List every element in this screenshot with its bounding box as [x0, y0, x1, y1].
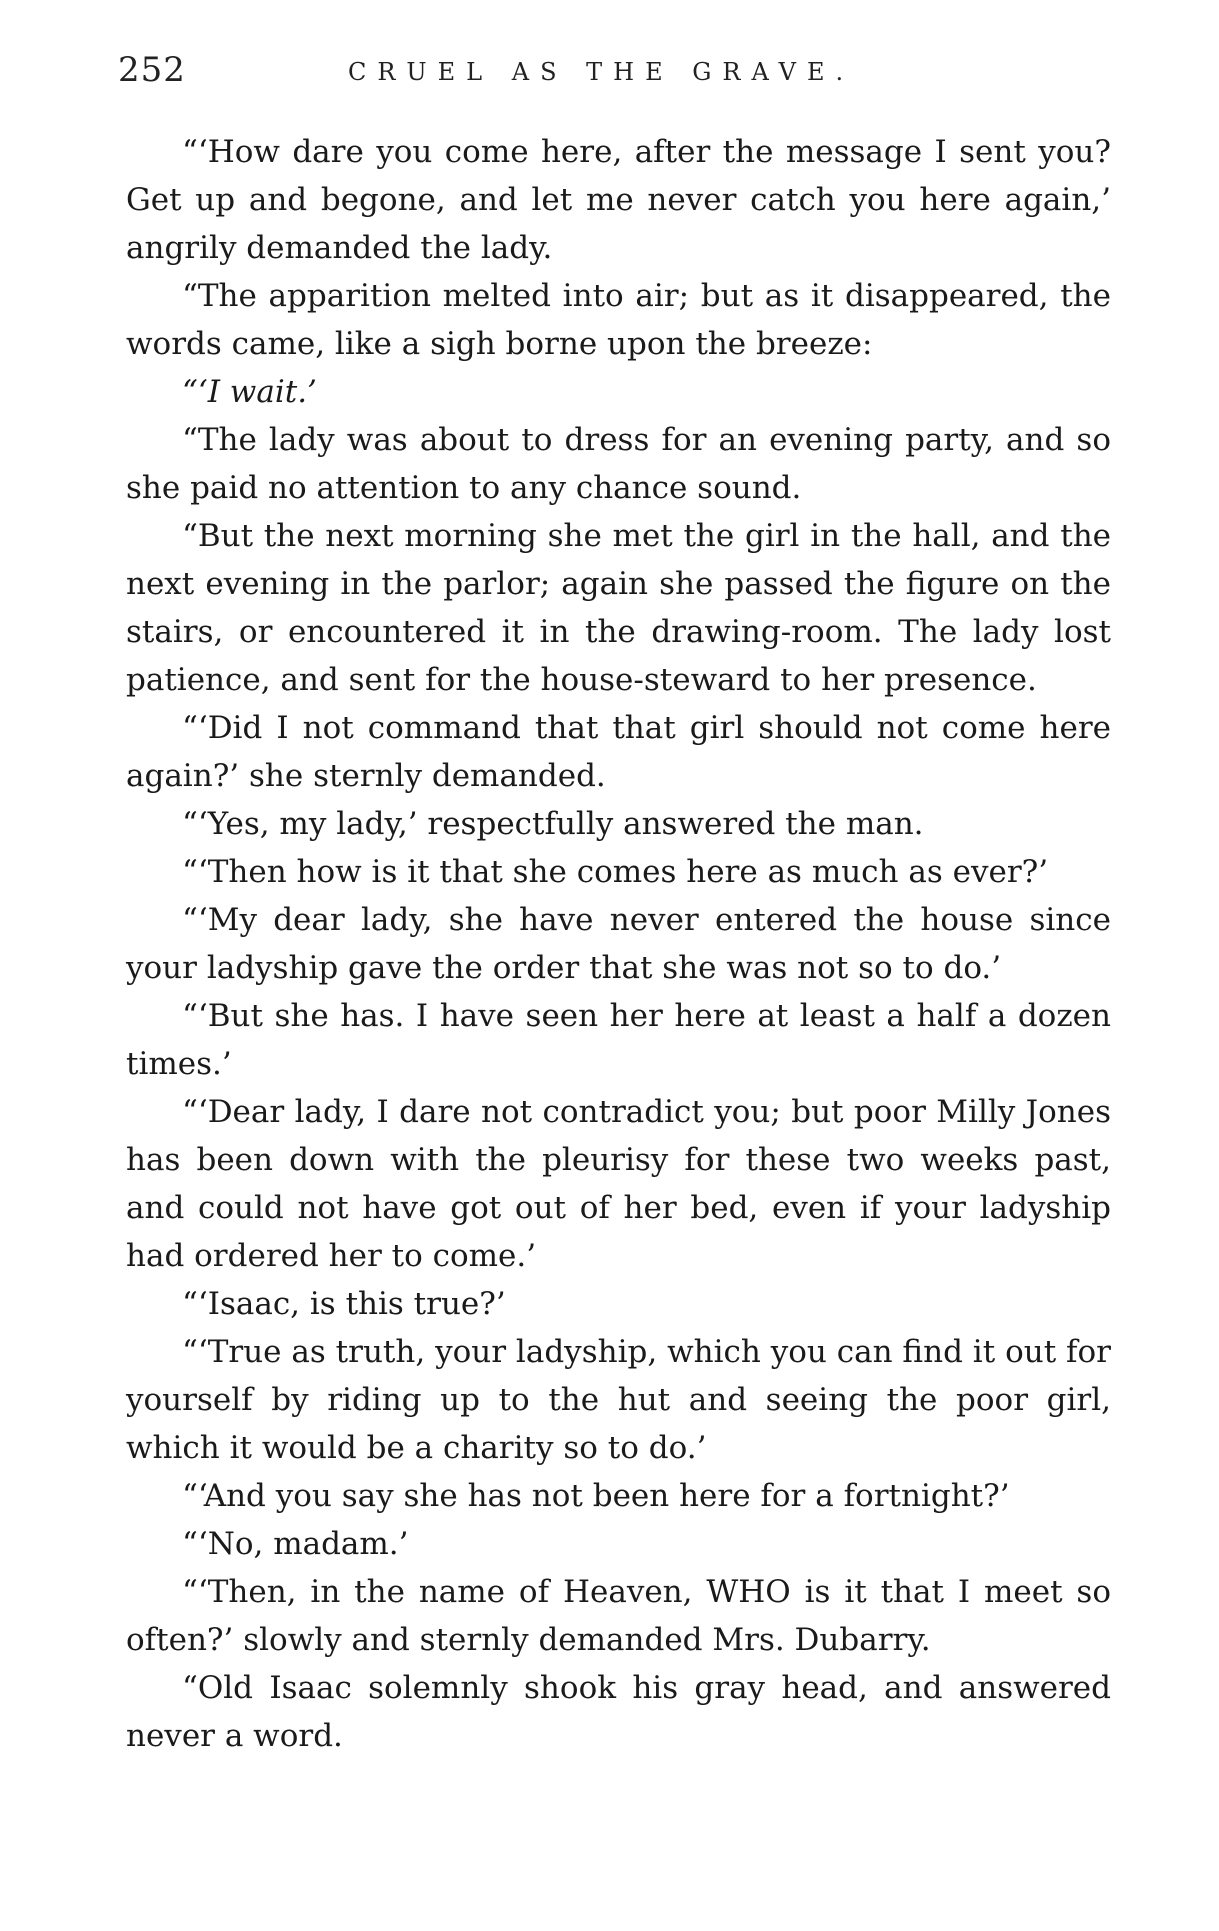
paragraph: “‘And you say she has not been here for a fortnight?’ — [182, 1478, 1010, 1514]
paragraph: “‘No, madam.’ — [182, 1526, 409, 1562]
page-number: 252 — [118, 50, 186, 90]
paragraph: “‘Dear lady, I dare not contradict you; but poor Milly Jones has been down with the pleurisy for these two weeks past, and could not have got out of her bed, even if your ladyship had ordered her to come.’ — [126, 1094, 1111, 1274]
paragraph: “‘How dare you come here, after the message I sent you? Get up and begone, and let me never catch you here again,’ angrily demanded the lady. — [126, 134, 1111, 266]
body-text — [126, 128, 1111, 1760]
paragraph: “‘But she has. I have seen her here at least a half a dozen times.’ — [126, 998, 1111, 1082]
paragraph: “‘Then, in the name of Heaven, WHO is it that I meet so often?’ slowly and sternly demanded Mrs. Dubarry. — [126, 1574, 1111, 1658]
paragraph: “‘Then how is it that she comes here as much as ever?’ — [182, 854, 1049, 890]
paragraph: “‘Did I not command that that girl should not come here again?’ she sternly demanded. — [126, 710, 1111, 794]
paragraph: “‘True as truth, your ladyship, which you can find it out for yourself by riding up to the hut and seeing the poor girl, which it would be a charity so to do.’ — [126, 1334, 1111, 1466]
paragraph: “The lady was about to dress for an evening party, and so she paid no attention to any chance sound. — [126, 422, 1111, 506]
paragraph: “‘Yes, my lady,’ respectfully answered the man. — [182, 806, 924, 842]
paragraph: “‘I wait.’ — [182, 374, 317, 410]
page-header — [118, 50, 1118, 100]
paragraph: “‘Isaac, is this true?’ — [182, 1286, 506, 1322]
paragraph: “‘My dear lady, she have never entered the house since your ladyship gave the order that she was not so to do.’ — [126, 902, 1111, 986]
running-title: CRUEL AS THE GRAVE. — [348, 58, 855, 86]
paragraph: “The apparition melted into air; but as it disappeared, the words came, like a sigh borne upon the breeze: — [126, 278, 1111, 362]
paragraph: “Old Isaac solemnly shook his gray head, and answered never a word. — [126, 1670, 1111, 1754]
paragraph: “But the next morning she met the girl in the hall, and the next evening in the parlor; again she passed the figure on the stairs, or encountered it in the drawing-room. The lady lost patience, and sent for the house-steward to her presence. — [126, 518, 1111, 698]
